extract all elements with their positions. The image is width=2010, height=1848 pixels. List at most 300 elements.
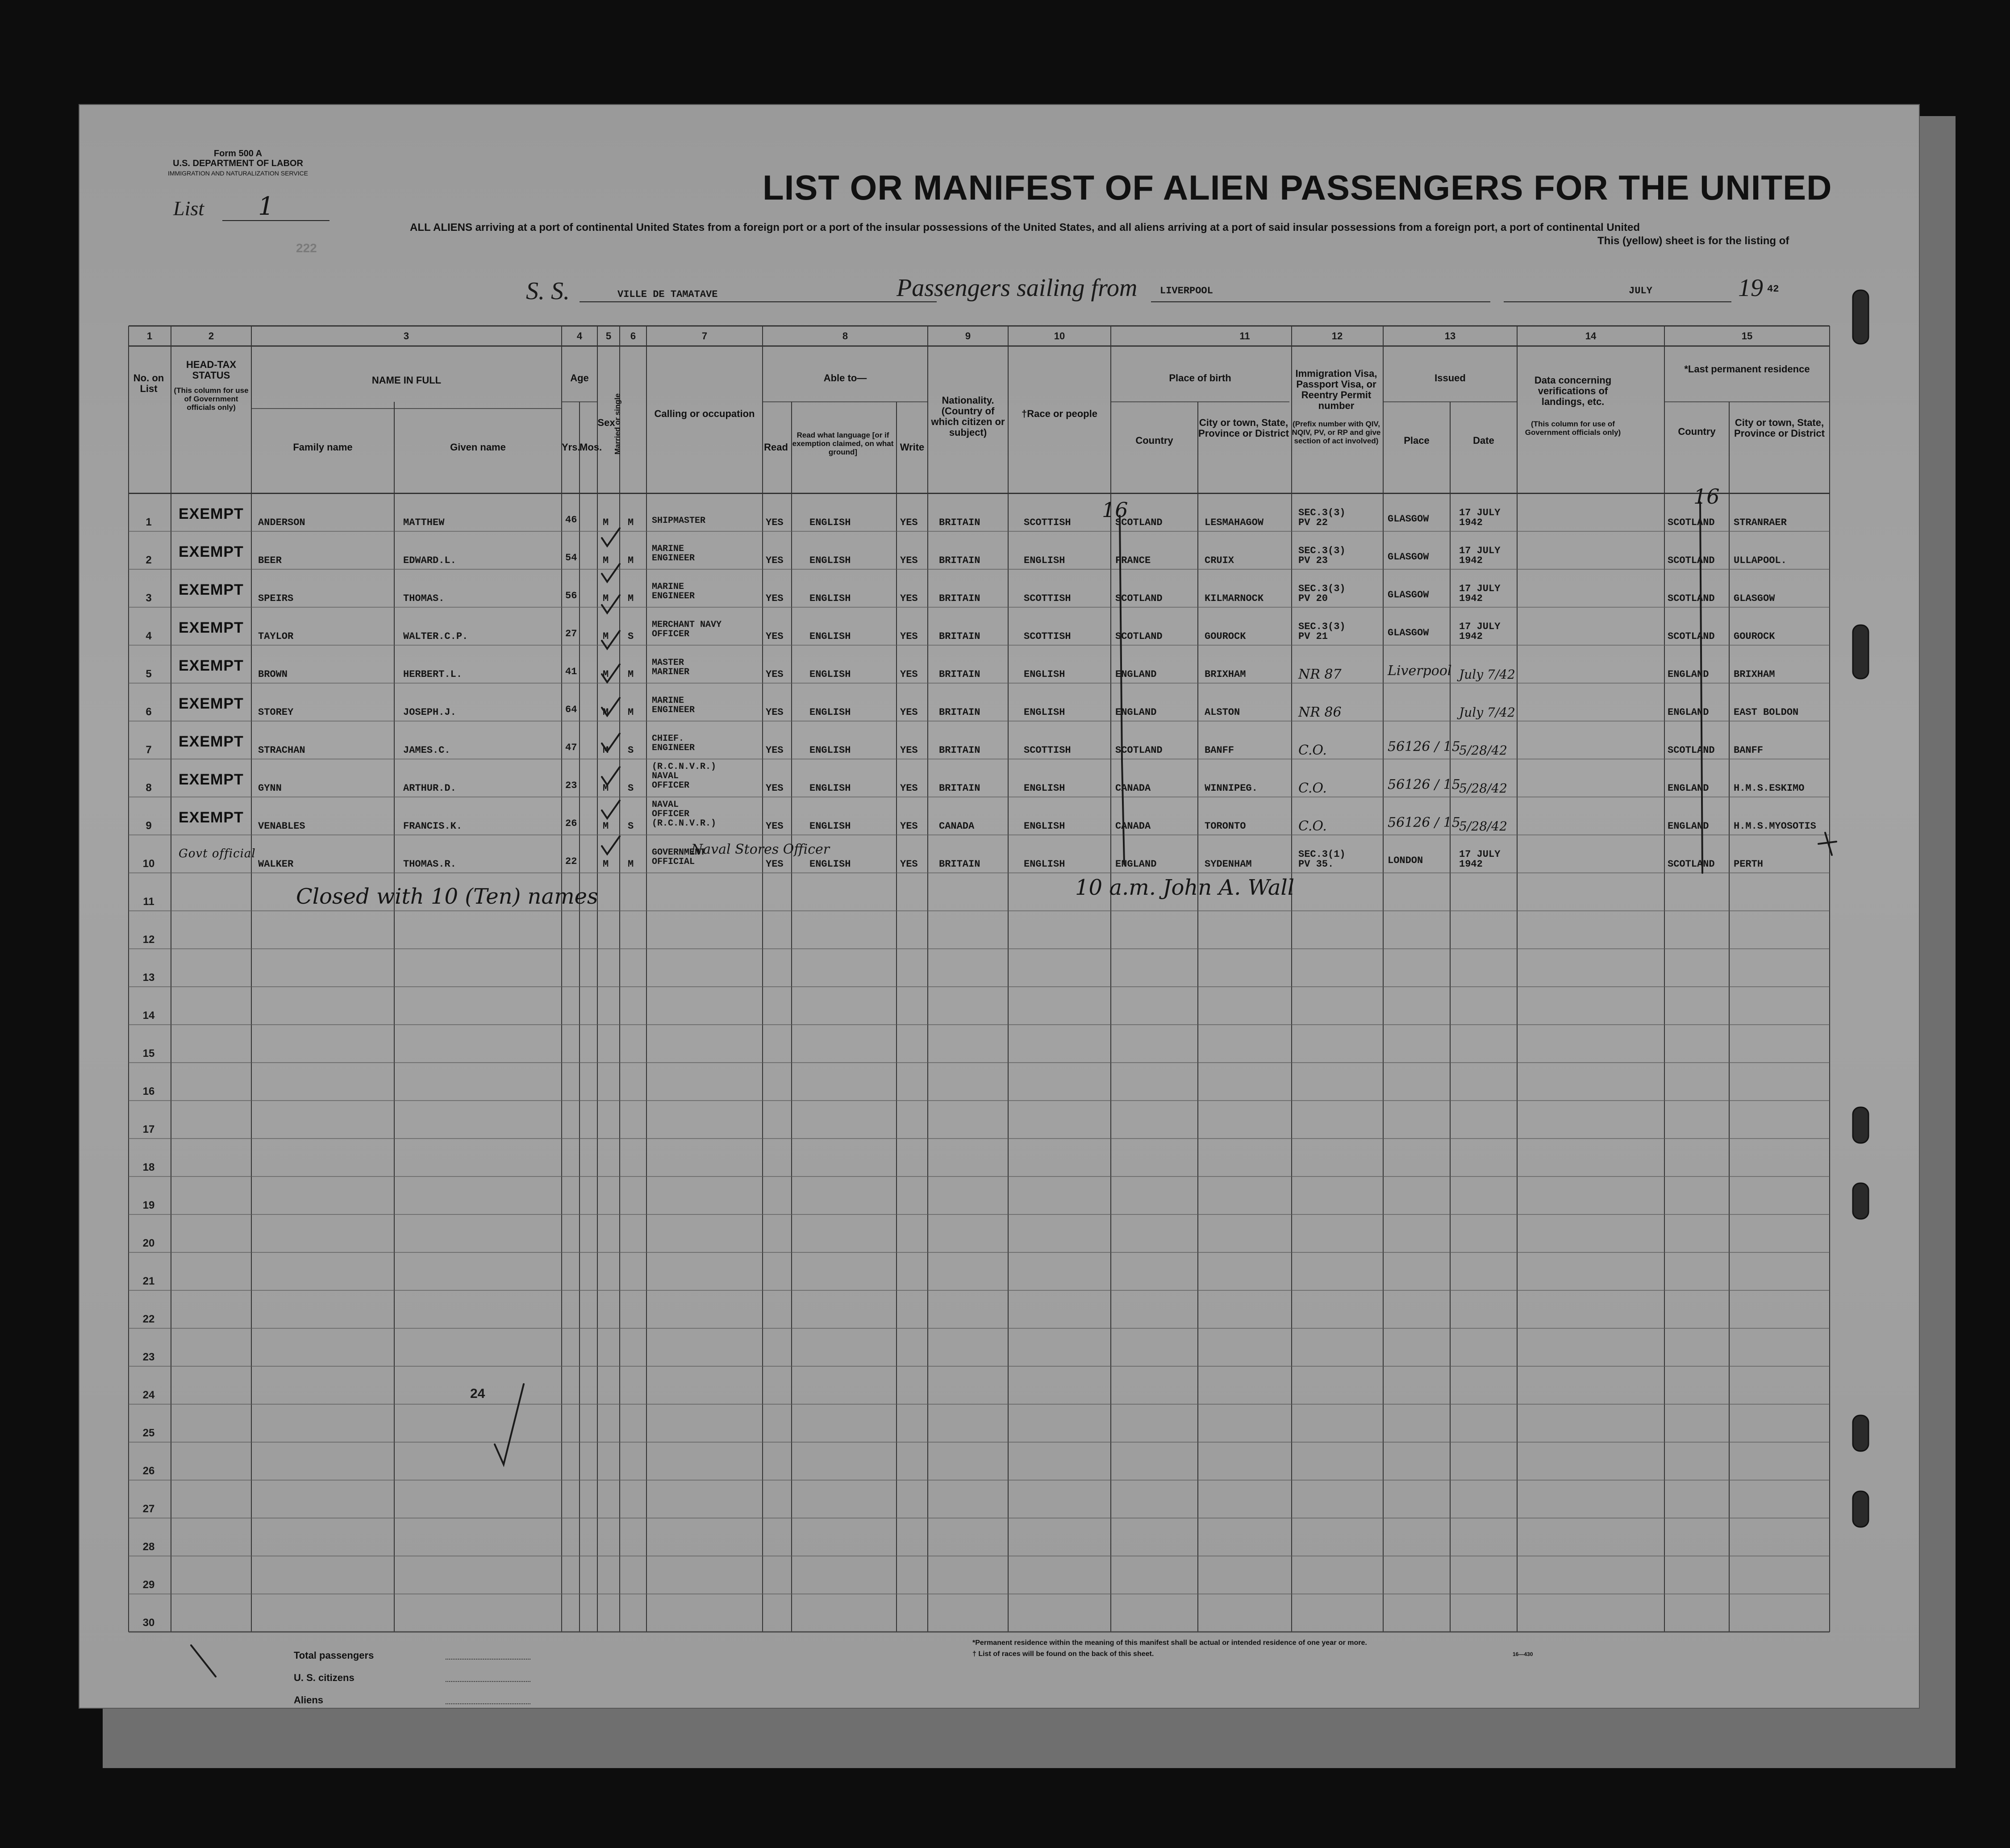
bracket-line (1122, 761, 1124, 864)
able-write: YES (900, 707, 918, 718)
row-number: 24 (142, 1389, 155, 1401)
column-number: 15 (1741, 330, 1753, 342)
birth-city: BANFF (1205, 745, 1234, 756)
issued-place: 56126 / 15 (1388, 777, 1460, 793)
row-number: 17 (142, 1123, 155, 1135)
column-number: 9 (965, 330, 971, 342)
given-name: THOMAS.R. (403, 859, 456, 870)
sheet-note: This (yellow) sheet is for the listing of (1597, 235, 1789, 247)
able-write: YES (900, 593, 918, 604)
race: ENGLISH (1024, 669, 1065, 680)
row-number: 8 (146, 782, 152, 794)
header-married: Married or single (613, 393, 622, 455)
manifest-sheet (79, 105, 1919, 1708)
row-number: 3 (146, 592, 152, 604)
row-number: 10 (142, 858, 155, 870)
head-tax-stamp: EXEMPT (179, 733, 244, 750)
time-signature: 10 a.m. John A. Wall (1075, 875, 1295, 900)
row-number: 5 (146, 668, 152, 680)
occupation: MARINE ENGINEER (652, 582, 695, 601)
header-birth-country: Country (1135, 435, 1173, 446)
head-tax-stamp: EXEMPT (179, 657, 244, 674)
age-years: 54 (565, 552, 577, 563)
family-name: STRACHAN (258, 745, 305, 756)
nationality: BRITAIN (939, 631, 980, 642)
birth-country: SCOTLAND (1115, 517, 1163, 528)
given-name: THOMAS. (403, 593, 445, 604)
marital-status: M (628, 593, 634, 604)
issued-date: 17 JULY 1942 (1459, 621, 1501, 642)
residence-country: ENGLAND (1668, 707, 1709, 718)
footer-total-passengers: Total passengers (294, 1650, 374, 1661)
header-visa-note: (Prefix number with QIV, NQIV, PV, or RP and give section of act involved) (1292, 420, 1381, 445)
sex: M (603, 783, 609, 794)
marital-status: M (628, 859, 634, 870)
header-family-name: Family name (293, 442, 353, 453)
nationality: BRITAIN (939, 783, 980, 794)
birth-country: SCOTLAND (1115, 593, 1163, 604)
column-number: 14 (1585, 330, 1597, 342)
row-number: 20 (142, 1237, 155, 1249)
column-number: 7 (701, 330, 708, 342)
nationality: BRITAIN (939, 707, 980, 718)
given-name: HERBERT.L. (403, 669, 463, 680)
row-number: 19 (142, 1199, 155, 1211)
header-race: †Race or people (1022, 408, 1097, 419)
race: ENGLISH (1024, 555, 1065, 566)
sailing-label: Passengers sailing from (897, 274, 1138, 302)
birth-city: BRIXHAM (1205, 669, 1246, 680)
family-name: SPEIRS (258, 593, 294, 604)
read-language: ENGLISH (809, 631, 851, 642)
able-read: YES (766, 517, 784, 528)
occupation: MASTER MARINER (652, 658, 690, 677)
residence-city: H.M.S.ESKIMO (1734, 783, 1805, 794)
birth-city: SYDENHAM (1205, 859, 1252, 870)
issued-place: 56126 / 15 (1388, 815, 1460, 830)
race: ENGLISH (1024, 783, 1065, 794)
header-res-city: City or town, State, Province or District (1734, 417, 1825, 439)
year-suffix: 42 (1767, 284, 1779, 295)
race: SCOTTISH (1024, 517, 1071, 528)
birth-city: TORONTO (1205, 821, 1246, 832)
row-number: 2 (146, 554, 152, 566)
head-tax-stamp: EXEMPT (179, 809, 244, 826)
header-mos: Mos. (580, 442, 602, 453)
age-years: 22 (565, 856, 577, 867)
row-number: 15 (142, 1047, 155, 1060)
visa-number: SEC.3(3) PV 21 (1298, 621, 1346, 642)
able-read: YES (766, 593, 784, 604)
bracket-line (1120, 516, 1122, 761)
marital-status: S (628, 783, 634, 794)
ss-label: S. S. (526, 277, 570, 305)
able-read: YES (766, 745, 784, 756)
marital-status: S (628, 745, 634, 756)
row-number: 30 (142, 1617, 155, 1629)
birth-country: ENGLAND (1115, 669, 1157, 680)
row-number: 1 (146, 516, 152, 528)
header-verification-note: (This column for use of Government officials only) (1525, 420, 1621, 437)
issued-date: 5/28/42 (1459, 819, 1507, 834)
read-language: ENGLISH (809, 707, 851, 718)
race: ENGLISH (1024, 859, 1065, 870)
column-number: 11 (1239, 330, 1250, 342)
occupation: CHIEF. ENGINEER (652, 734, 695, 753)
nationality: BRITAIN (939, 517, 980, 528)
departure-port: LIVERPOOL (1160, 285, 1213, 296)
age-years: 23 (565, 780, 577, 791)
issued-place: Liverpool (1388, 663, 1452, 679)
visa-number: C.O. (1298, 780, 1327, 796)
visa-number: SEC.3(1) PV 35. (1298, 849, 1346, 870)
nationality: CANADA (939, 821, 975, 832)
sex: M (603, 517, 609, 528)
visa-number: SEC.3(3) PV 22 (1298, 507, 1346, 528)
row-number: 13 (142, 972, 155, 984)
issued-date: 5/28/42 (1459, 781, 1507, 796)
read-language: ENGLISH (809, 669, 851, 680)
checkmark (602, 664, 620, 682)
head-tax-stamp: EXEMPT (179, 619, 244, 636)
row-number: 28 (142, 1541, 155, 1553)
birth-country: CANADA (1115, 783, 1151, 794)
occupation: MARINE ENGINEER (652, 696, 695, 715)
nationality: BRITAIN (939, 669, 980, 680)
row-number: 18 (142, 1161, 155, 1173)
row-number: 7 (146, 744, 152, 756)
birth-country: FRANCE (1115, 555, 1151, 566)
read-language: ENGLISH (809, 517, 851, 528)
able-read: YES (766, 555, 784, 566)
age-years: 64 (565, 704, 577, 715)
nationality: BRITAIN (939, 593, 980, 604)
header-yrs: Yrs. (562, 442, 580, 453)
race: SCOTTISH (1024, 593, 1071, 604)
marital-status: M (628, 669, 634, 680)
able-write: YES (900, 631, 918, 642)
printer-code: 16—430 (1513, 1651, 1533, 1657)
header-head-tax-note: (This column for use of Government officials only) (174, 386, 249, 412)
given-name: MATTHEW (403, 517, 445, 528)
given-name: JOSEPH.J. (403, 707, 456, 718)
row-number: 25 (142, 1427, 155, 1439)
header-nationality: Nationality. (Country of which citizen or subject) (931, 395, 1005, 438)
row-number: 14 (142, 1010, 155, 1022)
issued-place: GLASGOW (1388, 627, 1429, 638)
marital-status: S (628, 631, 634, 642)
occupation: MERCHANT NAVY OFFICER (652, 620, 722, 639)
nationality: BRITAIN (939, 745, 980, 756)
able-write: YES (900, 859, 918, 870)
family-name: STOREY (258, 707, 294, 718)
able-read: YES (766, 821, 784, 832)
race: SCOTTISH (1024, 745, 1071, 756)
age-years: 46 (565, 514, 577, 526)
given-name: JAMES.C. (403, 745, 450, 756)
row-number: 11 (143, 896, 154, 908)
footnote-residence: *Permanent residence within the meaning of this manifest shall be actual or intended residence of one year or more. (972, 1639, 1367, 1647)
birth-city: KILMARNOCK (1205, 593, 1264, 604)
occupation: MARINE ENGINEER (652, 544, 695, 563)
read-language: ENGLISH (809, 783, 851, 794)
residence-city: GLASGOW (1734, 593, 1775, 604)
able-write: YES (900, 745, 918, 756)
header-head-tax: HEAD-TAX STATUS (186, 359, 237, 381)
family-name: VENABLES (258, 821, 305, 832)
closed-note: Closed with 10 (Ten) names (296, 884, 598, 909)
age-years: 47 (565, 742, 577, 753)
row-number: 12 (142, 934, 155, 946)
row-number: 4 (146, 630, 152, 642)
visa-number: SEC.3(3) PV 20 (1298, 583, 1346, 604)
issued-date: 17 JULY 1942 (1459, 849, 1501, 870)
birth-country: CANADA (1115, 821, 1151, 832)
row-number: 26 (142, 1465, 155, 1477)
header-age: Age (570, 372, 589, 384)
occupation: GOVERNMENT OFFICIAL (652, 847, 706, 867)
checkmark (602, 698, 620, 716)
header-sex: Sex (597, 417, 615, 428)
head-tax-stamp: EXEMPT (179, 543, 244, 560)
head-tax-stamp: EXEMPT (179, 505, 244, 522)
list-label: List (173, 197, 204, 220)
able-read: YES (766, 631, 784, 642)
sex: M (603, 745, 609, 756)
issued-date: 17 JULY 1942 (1459, 507, 1501, 528)
family-name: ANDERSON (258, 517, 305, 528)
slash-mark (191, 1645, 216, 1677)
given-name: WALTER.C.P. (403, 631, 468, 642)
header-visa: Immigration Visa, Passport Visa, or Reentry Permit number (1295, 368, 1377, 411)
checkmark (602, 801, 620, 818)
able-write: YES (900, 821, 918, 832)
footer-aliens: Aliens (294, 1694, 324, 1706)
birth-city: GOUROCK (1205, 631, 1246, 642)
head-tax-note: Govt official (179, 847, 256, 860)
occupation: (R.C.N.V.R.) NAVAL OFFICER (652, 762, 717, 791)
given-name: FRANCIS.K. (403, 821, 463, 832)
residence-country: ENGLAND (1668, 669, 1709, 680)
issued-place: GLASGOW (1388, 551, 1429, 563)
row-number: 23 (142, 1351, 155, 1363)
age-years: 26 (565, 818, 577, 829)
visa-number: NR 87 (1298, 667, 1342, 682)
marital-status: S (628, 821, 634, 832)
occupation: NAVAL OFFICER (R.C.N.V.R.) (652, 800, 717, 829)
checkmark (602, 595, 620, 613)
row-number: 22 (142, 1313, 155, 1325)
birth-country: SCOTLAND (1115, 745, 1163, 756)
column-number: 12 (1331, 330, 1343, 342)
naval-stores-note: Naval Stores Officer (691, 842, 830, 857)
family-name: TAYLOR (258, 631, 294, 642)
read-language: ENGLISH (809, 859, 851, 870)
list-number: 1 (258, 192, 274, 221)
able-read: YES (766, 707, 784, 718)
footnote-races: † List of races will be found on the back of this sheet. (972, 1650, 1154, 1658)
column-number: 5 (605, 330, 612, 342)
race: ENGLISH (1024, 821, 1065, 832)
header-place-of-birth: Place of birth (1169, 372, 1231, 384)
race: ENGLISH (1024, 707, 1065, 718)
header-write: Write (900, 442, 925, 453)
header-read: Read (764, 442, 788, 453)
nationality: BRITAIN (939, 859, 980, 870)
race: SCOTTISH (1024, 631, 1071, 642)
issued-date: 5/28/42 (1459, 743, 1507, 758)
checkmark (602, 767, 620, 785)
handwritten-16: 16 (1102, 498, 1128, 522)
residence-country: SCOTLAND (1668, 517, 1715, 528)
cross-mark (1818, 833, 1836, 855)
residence-country: ENGLAND (1668, 783, 1709, 794)
column-number: 10 (1054, 330, 1065, 342)
column-number: 6 (630, 330, 636, 342)
residence-country: SCOTLAND (1668, 745, 1715, 756)
able-write: YES (900, 555, 918, 566)
column-number: 4 (576, 330, 583, 342)
tally-number: 24 (470, 1386, 485, 1401)
checkmark (602, 836, 620, 854)
residence-city: PERTH (1734, 859, 1764, 870)
read-language: ENGLISH (809, 593, 851, 604)
able-write: YES (900, 669, 918, 680)
residence-country: ENGLAND (1668, 821, 1709, 832)
issued-place: 56126 / 15 (1388, 739, 1460, 755)
bracket-line (1700, 502, 1702, 873)
column-number: 8 (842, 330, 848, 342)
marital-status: M (628, 555, 634, 566)
issued-place: GLASGOW (1388, 513, 1429, 525)
birth-country: SCOTLAND (1115, 631, 1163, 642)
row-number: 6 (146, 706, 152, 718)
year-prefix: 19 (1738, 274, 1763, 302)
given-name: ARTHUR.D. (403, 783, 456, 794)
occupation: SHIPMASTER (652, 516, 706, 526)
residence-country: SCOTLAND (1668, 631, 1715, 642)
header-given-name: Given name (450, 442, 506, 453)
residence-city: H.M.S.MYOSOTIS (1734, 821, 1816, 832)
visa-number: SEC.3(3) PV 23 (1298, 545, 1346, 566)
column-number: 2 (208, 330, 214, 342)
marital-status: M (628, 517, 634, 528)
head-tax-stamp: EXEMPT (179, 771, 244, 788)
residence-city: EAST BOLDON (1734, 707, 1799, 718)
residence-country: SCOTLAND (1668, 593, 1715, 604)
row-number: 16 (142, 1085, 155, 1097)
residence-city: BANFF (1734, 745, 1764, 756)
able-read: YES (766, 669, 784, 680)
header-issued-place: Place (1404, 435, 1430, 446)
header-issued-date: Date (1473, 435, 1494, 446)
row-number: 29 (142, 1579, 155, 1591)
sex: M (603, 859, 609, 870)
sex: M (603, 707, 609, 718)
sailing-month: JULY (1629, 285, 1652, 296)
given-name: EDWARD.L. (403, 555, 456, 566)
read-language: ENGLISH (809, 821, 851, 832)
family-name: WALKER (258, 859, 294, 870)
visa-number: NR 86 (1298, 705, 1342, 720)
footer-us-citizens: U. S. citizens (294, 1672, 354, 1683)
faded-number: 222 (296, 241, 317, 255)
head-tax-stamp: EXEMPT (179, 581, 244, 598)
age-years: 41 (565, 666, 577, 677)
birth-city: CRUIX (1205, 555, 1234, 566)
checkmark (602, 734, 620, 751)
sex: M (603, 821, 609, 832)
residence-city: ULLAPOOL. (1734, 555, 1787, 566)
checkmark (602, 528, 620, 546)
header-calling: Calling or occupation (654, 408, 755, 419)
issued-place: GLASGOW (1388, 589, 1429, 601)
residence-city: BRIXHAM (1734, 669, 1775, 680)
able-write: YES (900, 783, 918, 794)
birth-country: ENGLAND (1115, 707, 1157, 718)
sex: M (603, 593, 609, 604)
birth-city: ALSTON (1205, 707, 1240, 718)
birth-country: ENGLAND (1115, 859, 1157, 870)
issued-date: 17 JULY 1942 (1459, 583, 1501, 604)
form-number: Form 500 A (213, 149, 263, 159)
able-read: YES (766, 783, 784, 794)
header-no-on-list: No. on List (133, 372, 164, 394)
checkmark (602, 564, 620, 582)
nationality: BRITAIN (939, 555, 980, 566)
header-issued: Issued (1435, 372, 1466, 384)
head-tax-stamp: EXEMPT (179, 695, 244, 712)
header-last-residence: *Last permanent residence (1684, 363, 1810, 375)
able-read: YES (766, 859, 784, 870)
family-name: BROWN (258, 669, 288, 680)
sex: M (603, 631, 609, 642)
sex: M (603, 555, 609, 566)
ship-name: VILLE DE TAMATAVE (617, 289, 718, 300)
column-number: 1 (146, 330, 153, 342)
visa-number: C.O. (1298, 818, 1327, 834)
handwritten-16-residence: 16 (1693, 484, 1720, 509)
issued-date: July 7/42 (1459, 705, 1515, 720)
able-write: YES (900, 517, 918, 528)
column-number: 3 (403, 330, 409, 342)
read-language: ENGLISH (809, 555, 851, 566)
family-name: BEER (258, 555, 282, 566)
header-res-country: Country (1678, 426, 1716, 437)
header-able-to: Able to— (823, 372, 867, 384)
tick-mark (495, 1384, 524, 1464)
department: U.S. DEPARTMENT OF LABOR (173, 159, 303, 168)
residence-city: STRANRAER (1734, 517, 1787, 528)
issued-place: LONDON (1388, 855, 1423, 866)
birth-city: LESMAHAGOW (1205, 517, 1264, 528)
age-years: 56 (565, 590, 577, 601)
marital-status: M (628, 707, 634, 718)
row-number: 9 (146, 820, 152, 832)
residence-country: SCOTLAND (1668, 555, 1715, 566)
issued-date: July 7/42 (1459, 667, 1515, 682)
age-years: 27 (565, 628, 577, 639)
residence-city: GOUROCK (1734, 631, 1775, 642)
header-name-in-full: NAME IN FULL (371, 375, 442, 386)
read-language: ENGLISH (809, 745, 851, 756)
manifest-subtitle: ALL ALIENS arriving at a port of continental United States from a foreign port or a port of the insular possessions of the United States, and all aliens arriving at a port of said insular possessions from a foreign port, a port of continental United (410, 221, 1640, 234)
row-number: 27 (142, 1503, 155, 1515)
family-name: GYNN (258, 783, 282, 794)
header-verification: Data concerning verifications of landings, etc. (1534, 375, 1612, 407)
issued-date: 17 JULY 1942 (1459, 545, 1501, 566)
sex: M (603, 669, 609, 680)
